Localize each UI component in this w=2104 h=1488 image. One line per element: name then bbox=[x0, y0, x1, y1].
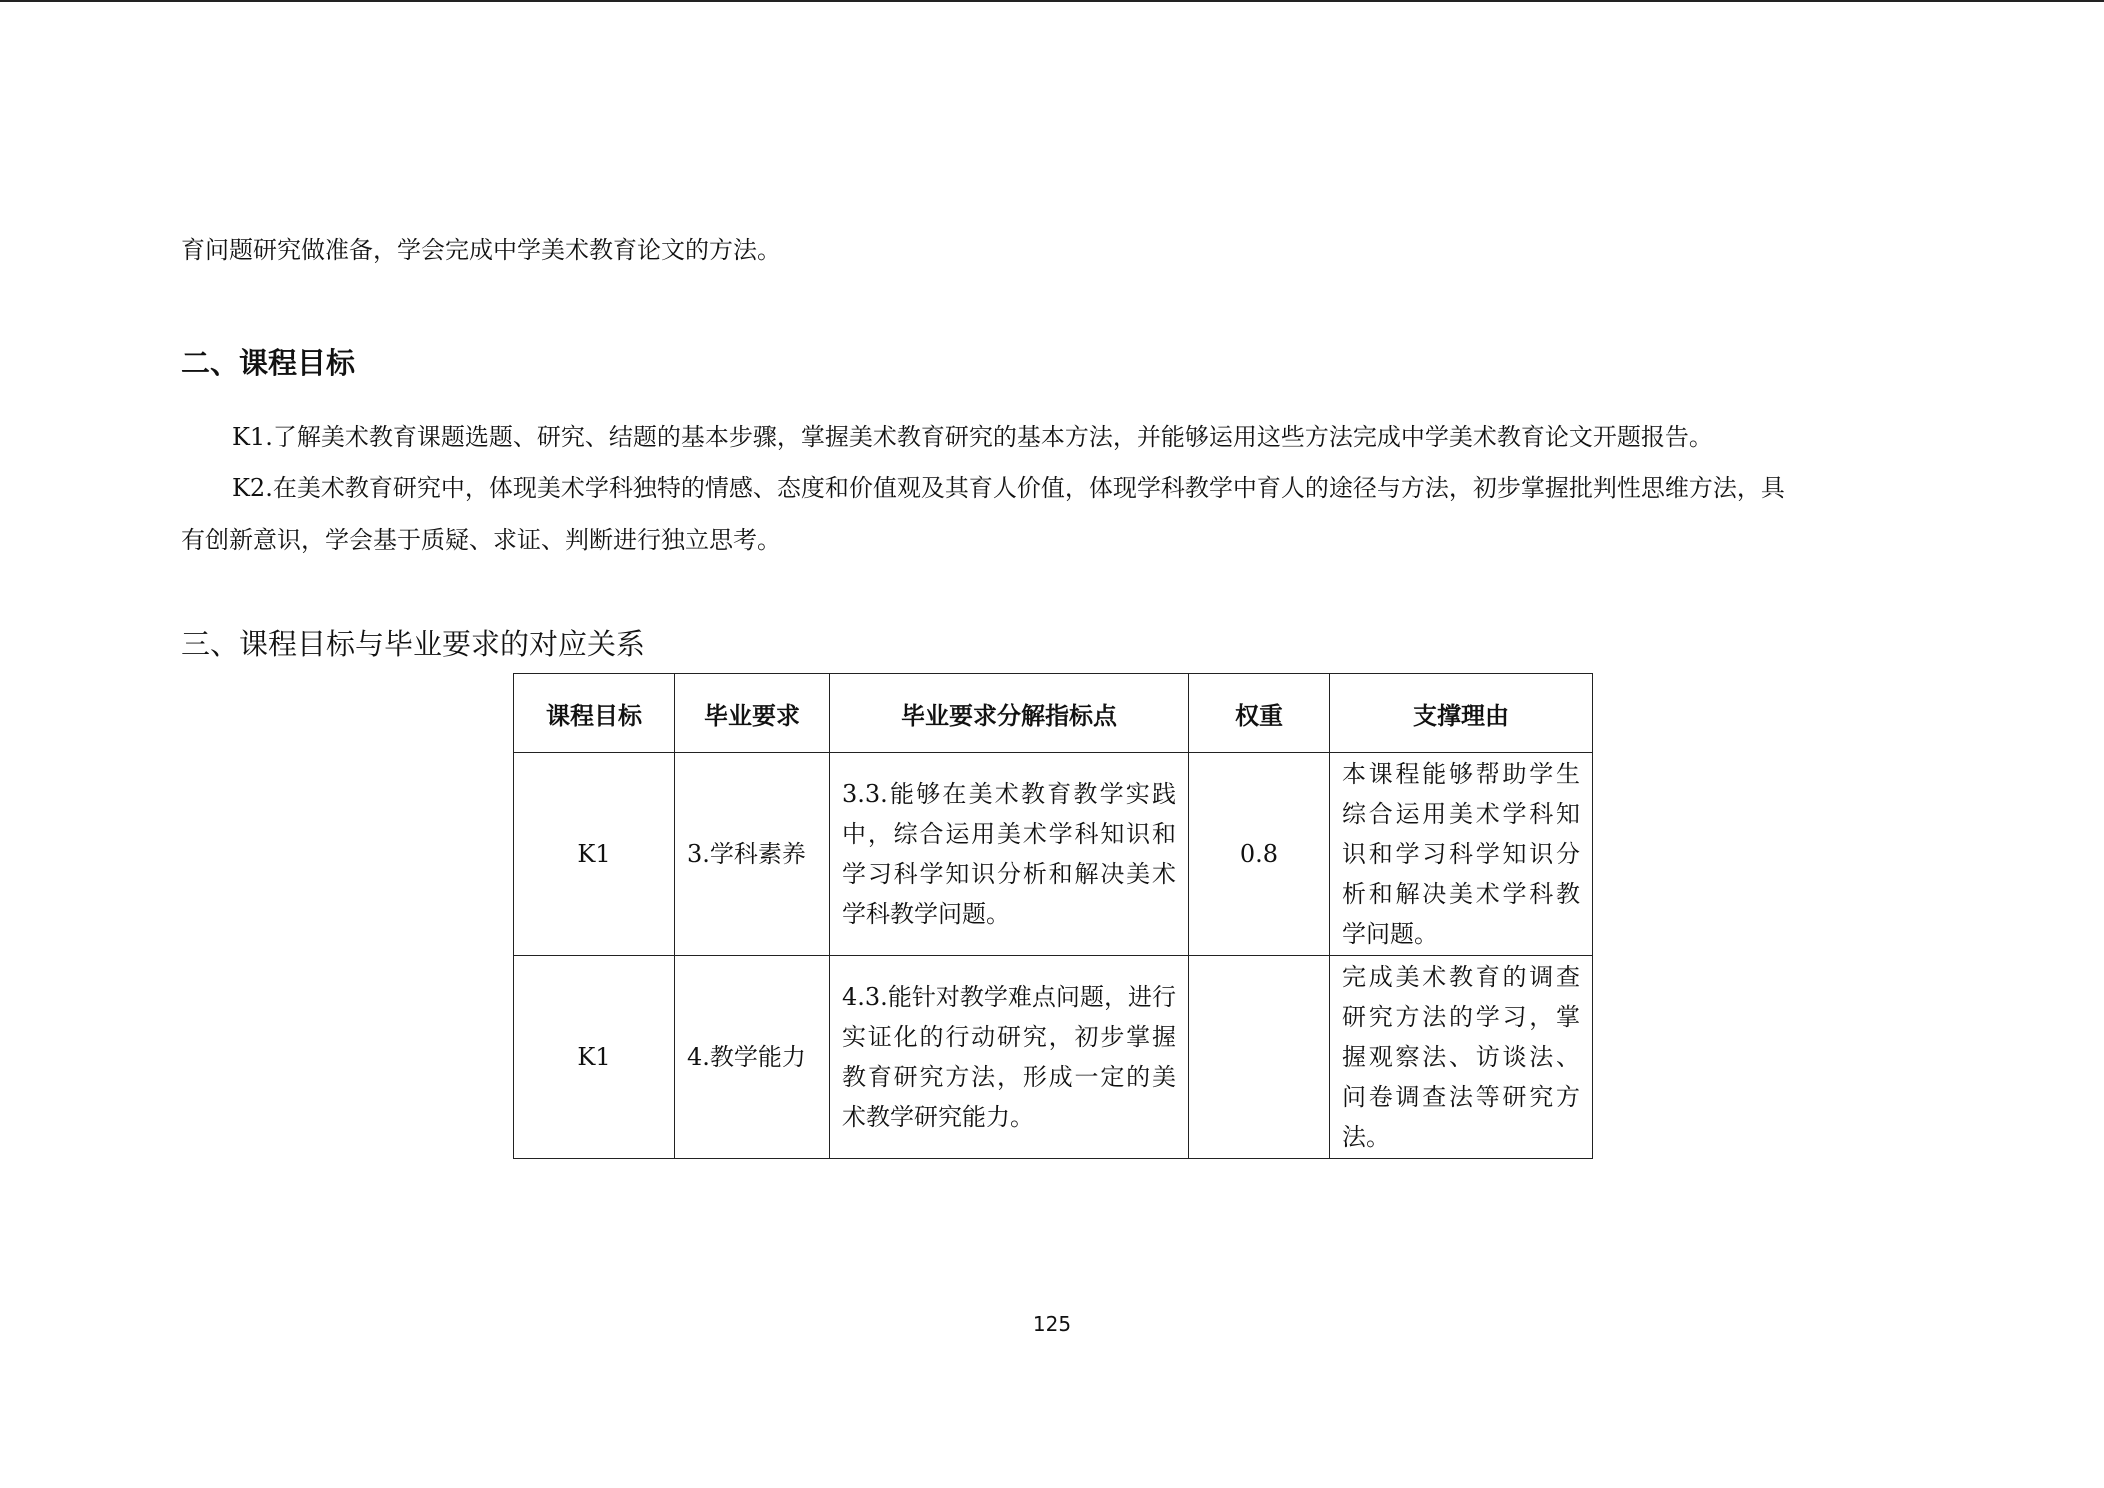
cell-weight bbox=[1189, 956, 1330, 1159]
objective-k2-line1: K2.在美术教育研究中，体现美术学科独特的情感、态度和价值观及其育人价值，体现学科教学中育人的途径与方法，初步掌握批判性思维方法，具 bbox=[232, 474, 1785, 502]
cell-indicator bbox=[830, 753, 1189, 956]
cell-reason bbox=[1330, 753, 1593, 956]
cell-weight: 0.8 bbox=[1189, 753, 1330, 956]
cell-requirement-text: 3.学科素养 bbox=[687, 840, 806, 868]
cell-indicator bbox=[830, 956, 1189, 1159]
header-indicator-point: 毕业要求分解指标点 bbox=[830, 674, 1189, 753]
section-heading-mapping: 三、课程目标与毕业要求的对应关系 bbox=[181, 627, 646, 661]
table-row bbox=[514, 956, 1593, 1159]
cell-indicator-text: 4.3.能针对教学难点问题，进行实证化的行动研究，初步掌握教育研究方法，形成一定的美术教学研究能力。 bbox=[842, 983, 1176, 1131]
cell-target: K1 bbox=[514, 753, 675, 956]
header-weight: 权重 bbox=[1189, 674, 1330, 753]
objective-k2-line2: 有创新意识，学会基于质疑、求证、判断进行独立思考。 bbox=[181, 526, 781, 554]
header-course-target: 课程目标 bbox=[514, 674, 675, 753]
cell-target: K1 bbox=[514, 956, 675, 1159]
objective-k1: K1.了解美术教育课题选题、研究、结题的基本步骤，掌握美术教育研究的基本方法，并能够运用这些方法完成中学美术教育论文开题报告。 bbox=[232, 423, 1713, 451]
intro-paragraph: 育问题研究做准备，学会完成中学美术教育论文的方法。 bbox=[181, 236, 781, 264]
cell-reason bbox=[1330, 956, 1593, 1159]
top-border-line bbox=[0, 0, 2104, 2]
mapping-table bbox=[513, 673, 1593, 1159]
cell-requirement-text: 4.教学能力 bbox=[687, 1043, 806, 1071]
mapping-table-container bbox=[513, 673, 1593, 1159]
cell-indicator-text: 3.3.能够在美术教育教学实践中，综合运用美术学科知识和学习科学知识分析和解决美术学科教学问题。 bbox=[842, 780, 1176, 928]
table-row bbox=[514, 753, 1593, 956]
page-number: 125 bbox=[1032, 1312, 1072, 1336]
header-graduation-requirement: 毕业要求 bbox=[675, 674, 830, 753]
cell-reason-text: 本课程能够帮助学生综合运用美术学科知识和学习科学知识分析和解决美术学科教学问题。 bbox=[1342, 760, 1580, 948]
table-header-row bbox=[514, 674, 1593, 753]
section-heading-course-objectives: 二、课程目标 bbox=[181, 346, 356, 380]
cell-reason-text: 完成美术教育的调查研究方法的学习，掌握观察法、访谈法、问卷调查法等研究方法。 bbox=[1342, 963, 1580, 1151]
header-support-reason: 支撑理由 bbox=[1330, 674, 1593, 753]
cell-requirement bbox=[675, 956, 830, 1159]
cell-requirement bbox=[675, 753, 830, 956]
